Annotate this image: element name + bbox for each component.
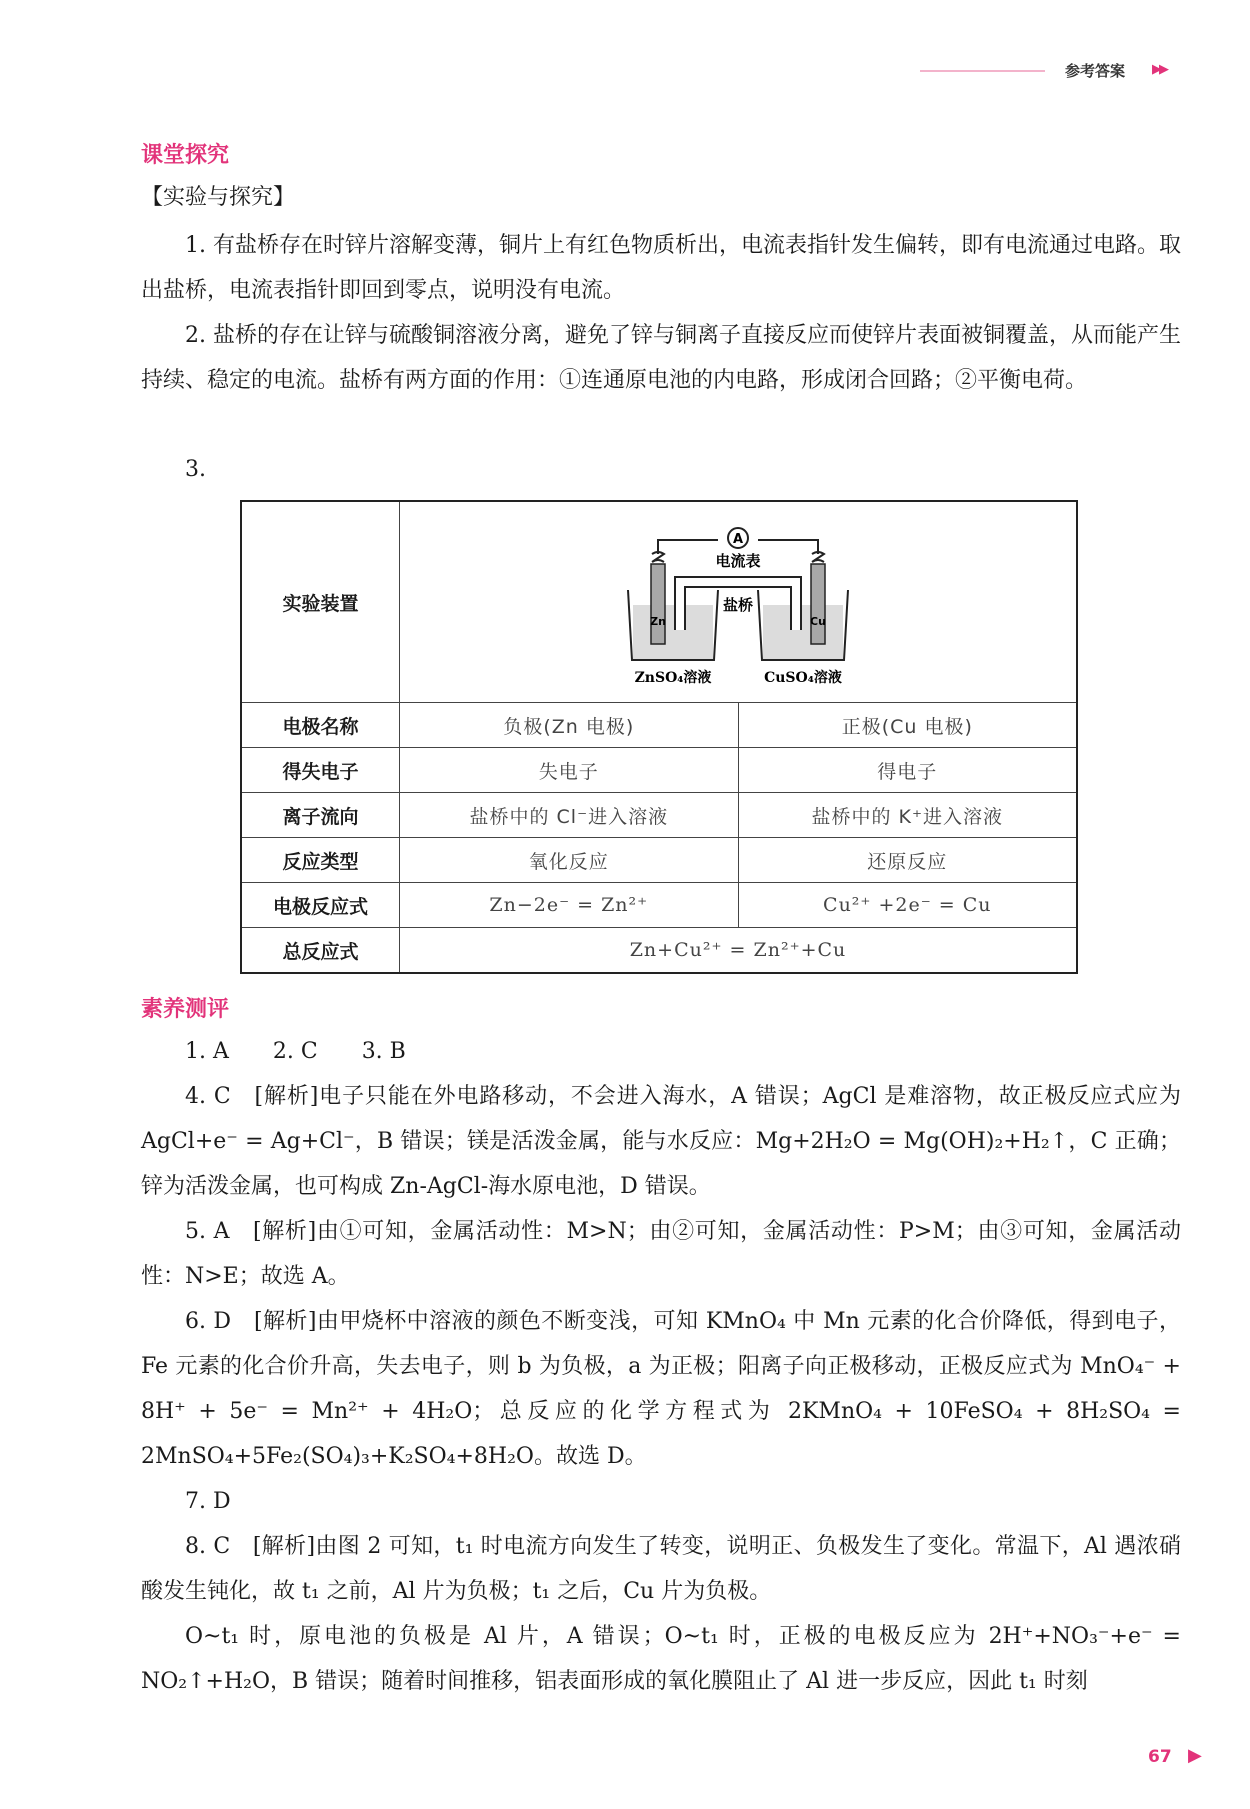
row-label: 反应类型 xyxy=(241,838,400,883)
experiment-table xyxy=(240,500,1078,974)
section-title-classroom: 课堂探究 xyxy=(141,143,230,168)
answer-4: 4. C [解析]电子只能在外电路移动，不会进入海水，A 错误；AgCl 是难溶物，故正极反应式应为 AgCl+e⁻ = Ag+Cl⁻，B 错误；镁是活泼金属，能与水反应：Mg+2H₂O = Mg(OH)₂+H₂↑，C 正确；锌为活泼金属，也可构成 Zn-AgCl-海水原电池，D 错误。 xyxy=(141,1084,1181,1199)
cu-electrode xyxy=(811,564,825,644)
cell-negative: 氧化反应 xyxy=(400,838,739,883)
left-solution-label: ZnSO₄溶液 xyxy=(634,669,712,686)
row-label: 电极名称 xyxy=(241,703,400,748)
cell-positive: 还原反应 xyxy=(738,838,1077,883)
answers-1-3: 1. A 2. C 3. B xyxy=(185,1039,406,1064)
table-row-total xyxy=(241,928,1077,974)
row-label: 总反应式 xyxy=(241,928,400,974)
table-row xyxy=(241,838,1077,883)
header-rule xyxy=(920,70,1045,72)
cell-positive: 得电子 xyxy=(738,748,1077,793)
ammeter-symbol: A xyxy=(732,531,744,547)
answer-7: 7. D xyxy=(185,1489,231,1514)
header-title: 参考答案 xyxy=(1065,62,1126,80)
next-arrow-icon: ▶ xyxy=(1188,1745,1202,1766)
salt-bridge-label: 盐桥 xyxy=(723,595,754,614)
left-solution xyxy=(633,605,713,659)
cell-negative: 负极(Zn 电极) xyxy=(400,703,739,748)
table-row xyxy=(241,703,1077,748)
total-reaction: Zn+Cu²⁺ = Zn²⁺+Cu xyxy=(400,928,1077,974)
row-label: 电极反应式 xyxy=(241,883,400,928)
ammeter-label: 电流表 xyxy=(715,551,761,570)
table-row-apparatus xyxy=(241,501,1077,703)
table-row xyxy=(241,883,1077,928)
zn-electrode xyxy=(651,564,665,644)
cell-negative: Zn−2e⁻ = Zn²⁺ xyxy=(400,883,739,928)
answer-5: 5. A [解析]由①可知，金属活动性：M>N；由②可知，金属活动性：P>M；由③可知，金属活动性：N>E；故选 A。 xyxy=(141,1219,1181,1289)
row-label: 离子流向 xyxy=(241,793,400,838)
answer-8: 8. C [解析]由图 2 可知，t₁ 时电流方向发生了转变，说明正、负极发生了变化。常温下，Al 遇浓硝酸发生钝化，故 t₁ 之前，Al 片为负极；t₁ 之后，Cu 片为负极。 xyxy=(141,1534,1181,1604)
section-title-assessment: 素养测评 xyxy=(141,997,230,1022)
cell-negative: 盐桥中的 Cl⁻进入溶液 xyxy=(400,793,739,838)
table-row xyxy=(241,793,1077,838)
header-arrows-icon: ▶▶ xyxy=(1152,62,1166,77)
apparatus-diagram-cell xyxy=(400,501,1077,703)
paragraph-3-label: 3. xyxy=(185,457,206,482)
paragraph-2: 2. 盐桥的存在让锌与硫酸铜溶液分离，避免了锌与铜离子直接反应而使锌片表面被铜覆盖，从而能产生持续、稳定的电流。盐桥有两方面的作用：①连通原电池的内电路，形成闭合回路；②平衡电荷。 xyxy=(141,323,1181,393)
cell-positive: Cu²⁺ +2e⁻ = Cu xyxy=(738,883,1077,928)
cell-positive: 正极(Cu 电极) xyxy=(738,703,1077,748)
cell-positive: 盐桥中的 K⁺进入溶液 xyxy=(738,793,1077,838)
page-number: 67 xyxy=(1148,1747,1172,1767)
zn-label: Zn xyxy=(650,614,666,628)
row-label: 得失电子 xyxy=(241,748,400,793)
paragraph-1: 1. 有盐桥存在时锌片溶解变薄，铜片上有红色物质析出，电流表指针发生偏转，即有电流通过电路。取出盐桥，电流表指针即回到零点，说明没有电流。 xyxy=(141,233,1181,303)
answer-6: 6. D [解析]由甲烧杯中溶液的颜色不断变浅，可知 KMnO₄ 中 Mn 元素的化合价降低，得到电子，Fe 元素的化合价升高，失去电子，则 b 为负极，a 为正极；阳离子向正极移动，正极反应式为 MnO₄⁻ + 8H⁺ + 5e⁻ = Mn²⁺ + 4H₂O；总反应的化学方程式为 2KMnO₄ + 10FeSO₄ + 8H₂SO₄ = 2MnSO₄+5Fe₂(SO₄)₃+K₂SO₄+8H₂O。故选 D。 xyxy=(141,1309,1181,1469)
right-solution xyxy=(763,605,843,659)
subsection-title: 【实验与探究】 xyxy=(141,185,296,210)
table-row xyxy=(241,748,1077,793)
answer-8-continued: O~t₁ 时，原电池的负极是 Al 片，A 错误；O~t₁ 时，正极的电极反应为 2H⁺+NO₃⁻+e⁻ = NO₂↑+H₂O，B 错误；随着时间推移，铝表面形成的氧化膜阻止了 Al 进一步反应，因此 t₁ 时刻 xyxy=(141,1624,1181,1694)
right-solution-label: CuSO₄溶液 xyxy=(764,669,842,686)
cu-label: Cu xyxy=(810,614,826,628)
galvanic-cell-diagram xyxy=(618,510,858,690)
row-label: 实验装置 xyxy=(241,501,400,703)
cell-negative: 失电子 xyxy=(400,748,739,793)
